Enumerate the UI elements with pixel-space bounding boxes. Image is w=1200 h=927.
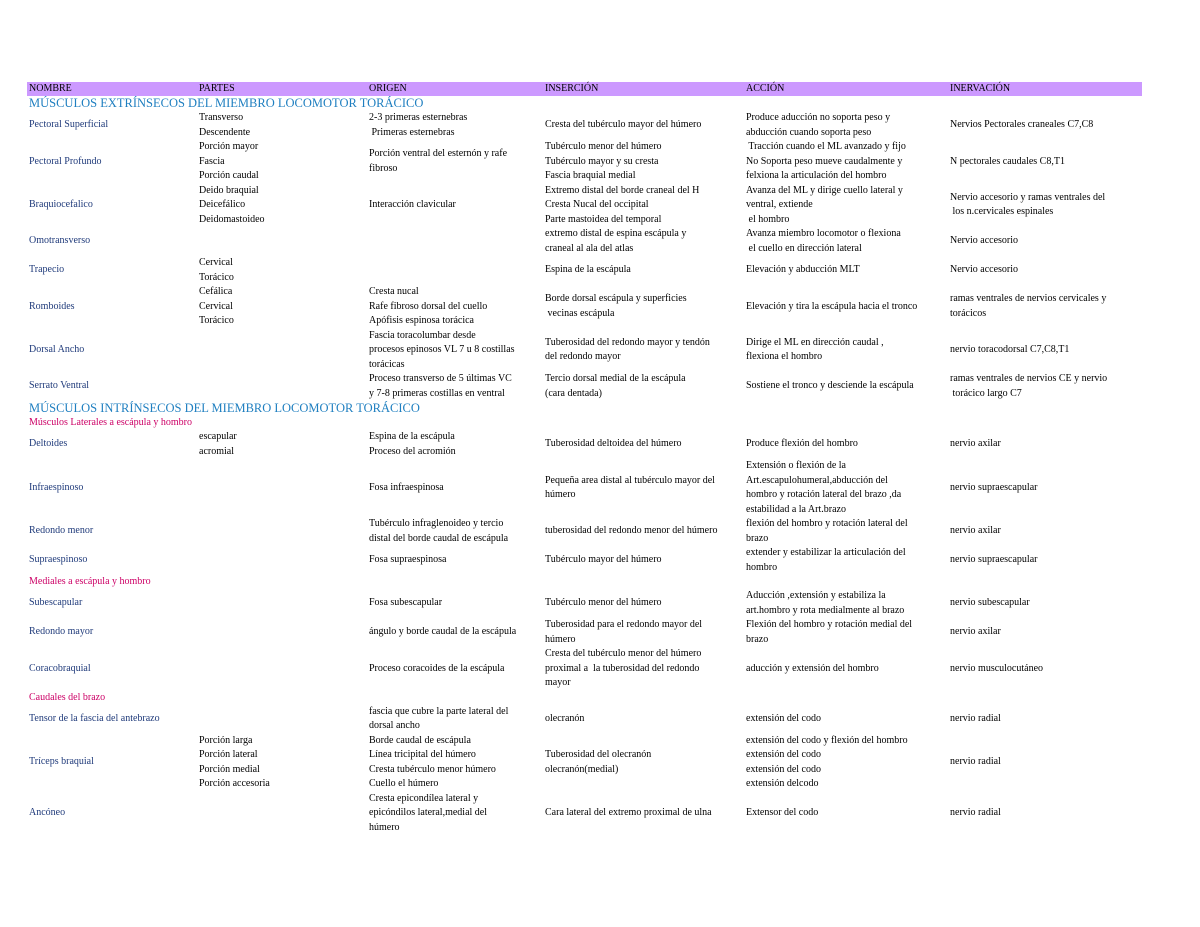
table-body <box>27 96 1142 835</box>
muscle-parts-line: Torácico <box>199 315 234 326</box>
muscle-nerve <box>948 140 1142 184</box>
muscle-insertion-line: Fascia braquial medial <box>545 170 636 181</box>
muscle-origin-line: Cresta nucal <box>369 286 419 297</box>
muscle-action-line: Avanza del ML y dirige cuello lateral y <box>746 184 903 196</box>
muscle-origin-line: fascia que cubre la parte lateral del <box>369 705 509 717</box>
muscle-parts <box>197 256 367 285</box>
muscle-nerve <box>948 589 1142 618</box>
muscle-origin-line: Fosa supraespinosa <box>369 554 447 566</box>
muscle-origin <box>367 256 543 285</box>
muscle-insertion <box>543 140 744 184</box>
muscle-action-line: Elevación y tira la escápula hacia el tronco <box>746 300 918 312</box>
muscle-nerve <box>948 372 1142 401</box>
muscle-nerve-line: ramas ventrales de nervios cervicales y <box>950 293 1107 305</box>
muscle-nerve <box>948 792 1142 836</box>
muscle-nerve <box>948 734 1142 792</box>
muscle-name: Infraespinoso <box>29 481 84 493</box>
muscle-origin <box>367 430 543 459</box>
section-title-row <box>27 96 1142 111</box>
muscle-action-line: el cuello en dirección lateral <box>746 242 862 254</box>
muscle-nerve <box>948 546 1142 575</box>
muscle-action-line: Avanza miembro locomotor o flexiona <box>746 228 901 239</box>
muscle-origin-line: Borde caudal de escápula <box>369 734 471 746</box>
table-row <box>27 256 1142 285</box>
muscle-parts-line: Transverso <box>199 112 244 123</box>
muscle-origin <box>367 140 543 184</box>
muscle-action-line: extensión del codo <box>746 712 821 724</box>
muscle-insertion-line: Cresta del tubérculo menor del húmero <box>545 648 702 659</box>
muscle-parts-line: Deidomastoideo <box>199 213 265 225</box>
table-row <box>27 517 1142 546</box>
muscle-action <box>744 430 948 459</box>
muscle-nerve-line: nervio radial <box>950 712 1001 724</box>
table-row <box>27 705 1142 734</box>
muscle-insertion <box>543 618 744 647</box>
muscle-name: Omotransverso <box>29 235 91 247</box>
subsection-title-row <box>27 691 1142 705</box>
header-row <box>27 82 1142 96</box>
muscle-action <box>744 705 948 734</box>
muscle-insertion <box>543 792 744 836</box>
table-row <box>27 140 1142 184</box>
muscle-origin <box>367 111 543 140</box>
muscle-action-line: flexiona el hombro <box>746 351 823 363</box>
muscle-name: Deltoides <box>29 438 68 450</box>
muscle-origin <box>367 546 543 575</box>
muscle-insertion-line: Tuberosidad para el redondo mayor del <box>545 619 703 630</box>
muscle-insertion-line: húmero <box>545 633 576 645</box>
muscle-parts <box>197 705 367 734</box>
muscle-insertion-line: Extremo distal del borde craneal del H <box>545 184 700 196</box>
muscle-parts-line: Descendente <box>199 126 251 138</box>
section-title-row <box>27 401 1142 416</box>
muscle-action-line: No Soporta peso mueve caudalmente y <box>746 155 903 167</box>
muscle-action <box>744 184 948 228</box>
muscle-insertion <box>543 705 744 734</box>
muscle-action <box>744 792 948 836</box>
muscle-insertion <box>543 285 744 329</box>
table-row <box>27 618 1142 647</box>
muscle-insertion-line: vecinas escápula <box>545 307 615 319</box>
muscle-insertion <box>543 329 744 373</box>
table-row <box>27 546 1142 575</box>
muscle-origin-line: Fosa subescapular <box>369 597 443 609</box>
header-inervacion: INERVACIÓN <box>948 82 1142 96</box>
muscle-origin-line: dorsal ancho <box>369 720 420 731</box>
muscle-parts <box>197 517 367 546</box>
muscle-insertion-line: húmero <box>545 489 576 500</box>
muscle-insertion-line: Tuberosidad deltoidea del húmero <box>545 438 682 450</box>
muscle-action-line: extensión del codo <box>746 763 821 775</box>
muscle-origin <box>367 647 543 691</box>
muscle-origin-line: epicóndilos lateral,medial del <box>369 807 488 818</box>
muscle-parts-line: acromial <box>199 445 234 457</box>
muscle-action <box>744 459 948 517</box>
muscle-insertion-line: Cara lateral del extremo proximal de ulna <box>545 807 712 818</box>
muscle-parts <box>197 459 367 517</box>
muscle-action <box>744 589 948 618</box>
muscle-nerve-line: ramas ventrales de nervios CE y nervio <box>950 373 1108 384</box>
muscle-table <box>27 82 1142 835</box>
muscle-insertion-line: Cresta del tubérculo mayor del húmero <box>545 119 702 131</box>
table-row <box>27 647 1142 691</box>
muscle-insertion-line: Espina de la escápula <box>545 264 631 276</box>
muscle-parts <box>197 647 367 691</box>
muscle-nerve-line: nervio radial <box>950 807 1001 818</box>
muscle-action-line: Dirige el ML en dirección caudal , <box>746 336 884 348</box>
muscle-parts-line: escapular <box>199 431 237 442</box>
table-row <box>27 285 1142 329</box>
muscle-origin <box>367 329 543 373</box>
muscle-action-line: Flexión del hombro y rotación medial del <box>746 619 913 630</box>
muscle-table-sheet <box>27 82 1142 835</box>
muscle-name: Pectoral Profundo <box>29 155 102 167</box>
muscle-insertion <box>543 227 744 256</box>
muscle-insertion-line: Tubérculo mayor del húmero <box>545 554 662 566</box>
muscle-origin-line: fibroso <box>369 162 398 174</box>
muscle-insertion-line: craneal al ala del atlas <box>545 242 634 254</box>
muscle-action <box>744 329 948 373</box>
muscle-name: Redondo menor <box>29 525 94 537</box>
muscle-origin-line: Proceso coracoides de la escápula <box>369 662 505 674</box>
muscle-insertion <box>543 546 744 575</box>
header-nombre: NOMBRE <box>27 82 197 96</box>
muscle-origin <box>367 792 543 836</box>
muscle-origin <box>367 459 543 517</box>
muscle-action-line: Elevación y abducción MLT <box>746 264 860 276</box>
section-title: MÚSCULOS EXTRÍNSECOS DEL MIEMBRO LOCOMOTOR TORÁCICO <box>29 96 424 110</box>
muscle-action <box>744 256 948 285</box>
muscle-origin <box>367 184 543 228</box>
muscle-nerve-line: Nervio accesorio <box>950 264 1019 276</box>
muscle-action <box>744 734 948 792</box>
muscle-action <box>744 285 948 329</box>
muscle-origin <box>367 618 543 647</box>
muscle-parts <box>197 430 367 459</box>
muscle-nerve <box>948 111 1142 140</box>
muscle-name: Braquiocefalico <box>29 199 93 210</box>
muscle-action <box>744 227 948 256</box>
muscle-action-line: flexión del hombro y rotación lateral del <box>746 518 908 529</box>
table-row <box>27 329 1142 373</box>
muscle-action <box>744 111 948 140</box>
muscle-parts <box>197 372 367 401</box>
muscle-action-line: extensión delcodo <box>746 778 819 789</box>
muscle-parts-line: Porción lateral <box>199 749 258 760</box>
muscle-origin <box>367 372 543 401</box>
muscle-nerve-line: N pectorales caudales C8,T1 <box>950 155 1065 167</box>
muscle-origin-line: Porción ventral del esternón y rafe <box>369 148 508 160</box>
muscle-origin-line: Línea tricipital del húmero <box>369 749 476 760</box>
muscle-action-line: extender y estabilizar la articulación del <box>746 547 906 558</box>
muscle-nerve <box>948 705 1142 734</box>
table-row <box>27 792 1142 836</box>
muscle-name: Dorsal Ancho <box>29 344 85 355</box>
header-accion: ACCIÓN <box>744 82 948 96</box>
muscle-parts-line: Porción caudal <box>199 170 259 181</box>
muscle-origin-line: Cresta epicondílea lateral y <box>369 792 479 804</box>
header-partes: PARTES <box>197 82 367 96</box>
muscle-nerve <box>948 459 1142 517</box>
muscle-origin-line: Tubérculo infraglenoideo y tercio <box>369 518 504 529</box>
muscle-origin <box>367 589 543 618</box>
muscle-name: Ancóneo <box>29 807 66 818</box>
muscle-name: Trapecio <box>29 264 65 276</box>
muscle-insertion-line: tuberosidad del redondo menor del húmero <box>545 525 718 537</box>
muscle-parts <box>197 227 367 256</box>
muscle-origin-line: Proceso del acromión <box>369 445 456 457</box>
muscle-nerve-line: nervio toracodorsal C7,C8,T1 <box>950 344 1070 355</box>
table-row <box>27 111 1142 140</box>
muscle-insertion <box>543 430 744 459</box>
table-row <box>27 589 1142 618</box>
muscle-action-line: art.hombro y rota medialmente al brazo <box>746 604 905 616</box>
muscle-action-line: Art.escapulohumeral,abducción del <box>746 474 888 486</box>
muscle-origin-line: Primeras esternebras <box>369 126 455 138</box>
muscle-action-line: Produce aducción no soporta peso y <box>746 112 891 123</box>
muscle-origin-line: distal del borde caudal de escápula <box>369 532 509 544</box>
muscle-insertion-line: Cresta Nucal del occipital <box>545 199 649 210</box>
muscle-parts-line: Deido braquial <box>199 184 259 196</box>
muscle-parts <box>197 140 367 184</box>
muscle-action-line: el hombro <box>746 213 790 225</box>
muscle-insertion <box>543 734 744 792</box>
muscle-action-line: Sostiene el tronco y desciende la escápula <box>746 380 914 392</box>
muscle-nerve <box>948 285 1142 329</box>
subsection-title: Músculos Laterales a escápula y hombro <box>29 417 193 428</box>
muscle-insertion-line: mayor <box>545 677 571 688</box>
muscle-insertion-line: Borde dorsal escápula y superficies <box>545 293 687 305</box>
muscle-nerve-line: nervio axilar <box>950 626 1001 638</box>
muscle-name: Subescapular <box>29 597 83 609</box>
muscle-parts-line: Cefálica <box>199 286 233 297</box>
muscle-insertion-line: proximal a la tuberosidad del redondo <box>545 662 700 674</box>
muscle-name: Redondo mayor <box>29 626 94 638</box>
muscle-origin-line: Proceso transverso de 5 últimas VC <box>369 373 512 384</box>
muscle-parts <box>197 734 367 792</box>
table-row <box>27 430 1142 459</box>
muscle-parts-line: Cervical <box>199 257 233 268</box>
muscle-action-line: aducción y extensión del hombro <box>746 662 879 674</box>
muscle-nerve <box>948 329 1142 373</box>
muscle-insertion <box>543 372 744 401</box>
muscle-nerve-line: nervio axilar <box>950 438 1001 450</box>
section-title: MÚSCULOS INTRÍNSECOS DEL MIEMBRO LOCOMOTOR TORÁCICO <box>29 401 420 415</box>
muscle-parts <box>197 285 367 329</box>
muscle-action-line: hombro y rotación lateral del brazo ,da <box>746 489 902 500</box>
muscle-insertion-line: (cara dentada) <box>545 387 602 399</box>
muscle-name: Coracobraquial <box>29 662 91 674</box>
muscle-origin-line: Espina de la escápula <box>369 431 455 442</box>
muscle-origin-line: y 7-8 primeras costillas en ventral <box>369 387 505 399</box>
subsection-title: Mediales a escápula y hombro <box>29 576 151 587</box>
muscle-parts <box>197 184 367 228</box>
muscle-insertion <box>543 517 744 546</box>
muscle-action <box>744 517 948 546</box>
muscle-origin <box>367 517 543 546</box>
muscle-origin-line: Rafe fibroso dorsal del cuello <box>369 300 488 312</box>
muscle-nerve-line: los n.cervicales espinales <box>950 206 1054 218</box>
muscle-nerve <box>948 647 1142 691</box>
muscle-origin <box>367 285 543 329</box>
muscle-parts-line: Porción larga <box>199 734 253 746</box>
muscle-nerve-line: Nervio accesorio <box>950 235 1019 247</box>
muscle-insertion <box>543 459 744 517</box>
muscle-origin <box>367 227 543 256</box>
muscle-action-line: abducción cuando soporta peso <box>746 126 872 138</box>
muscle-action <box>744 618 948 647</box>
muscle-insertion-line: Parte mastoidea del temporal <box>545 213 662 225</box>
muscle-insertion-line: Tubérculo mayor y su cresta <box>545 155 659 167</box>
muscle-parts-line: Porción accesoria <box>199 778 270 789</box>
muscle-parts-line: Porción mayor <box>199 141 259 152</box>
subsection-title-row <box>27 575 1142 589</box>
muscle-parts <box>197 618 367 647</box>
muscle-action-line: hombro <box>746 561 778 573</box>
muscle-name: Romboides <box>29 300 75 312</box>
muscle-nerve-line: nervio axilar <box>950 525 1001 537</box>
muscle-action <box>744 140 948 184</box>
muscle-nerve-line: nervio radial <box>950 756 1001 768</box>
muscle-origin <box>367 734 543 792</box>
muscle-parts-line: Torácico <box>199 271 234 283</box>
muscle-insertion-line: olecranón <box>545 712 585 724</box>
muscle-origin <box>367 705 543 734</box>
muscle-origin-line: Interacción clavicular <box>369 199 456 210</box>
muscle-nerve-line: nervio supraescapular <box>950 481 1038 493</box>
muscle-insertion-line: Tercio dorsal medial de la escápula <box>545 373 686 384</box>
muscle-action-line: Aducción ,extensión y estabiliza la <box>746 590 886 601</box>
muscle-origin-line: procesos epinosos VL 7 u 8 costillas <box>369 344 515 355</box>
muscle-parts-line: Cervical <box>199 300 233 312</box>
muscle-action-line: brazo <box>746 532 769 544</box>
muscle-parts <box>197 546 367 575</box>
muscle-nerve <box>948 227 1142 256</box>
muscle-action <box>744 372 948 401</box>
muscle-insertion-line: extremo distal de espina escápula y <box>545 228 687 239</box>
table-row <box>27 372 1142 401</box>
muscle-parts <box>197 111 367 140</box>
muscle-parts-line: Fascia <box>199 155 225 167</box>
subsection-title-row <box>27 416 1142 430</box>
muscle-action-line: estabilidad a la Art.brazo <box>746 503 846 515</box>
muscle-name: Supraespinoso <box>29 554 88 566</box>
muscle-parts <box>197 329 367 373</box>
muscle-action-line: Extensión o flexión de la <box>746 460 846 471</box>
muscle-nerve <box>948 618 1142 647</box>
table-row <box>27 459 1142 517</box>
muscle-insertion-line: Tubérculo menor del húmero <box>545 141 662 152</box>
muscle-nerve-line: Nervios Pectorales craneales C7,C8 <box>950 119 1094 131</box>
muscle-name: Tensor de la fascia del antebrazo <box>29 712 160 724</box>
muscle-action-line: Produce flexión del hombro <box>746 438 858 450</box>
muscle-action-line: brazo <box>746 633 769 645</box>
header-origen: ORIGEN <box>367 82 543 96</box>
muscle-action <box>744 546 948 575</box>
muscle-insertion <box>543 589 744 618</box>
muscle-action-line: Extensor del codo <box>746 807 819 818</box>
muscle-parts-line: Deicefálico <box>199 199 246 210</box>
muscle-parts-line: Porción medial <box>199 763 260 775</box>
table-row <box>27 227 1142 256</box>
muscle-nerve-line: nervio supraescapular <box>950 554 1038 566</box>
muscle-origin-line: Fosa infraespinosa <box>369 481 444 493</box>
muscle-insertion <box>543 647 744 691</box>
muscle-nerve <box>948 184 1142 228</box>
muscle-insertion-line: Tuberosidad del redondo mayor y tendón <box>545 336 710 348</box>
table-row <box>27 734 1142 792</box>
muscle-origin-line: 2-3 primeras esternebras <box>369 112 468 123</box>
muscle-origin-line: Cuello el húmero <box>369 778 439 789</box>
muscle-action-line: extensión del codo y flexión del hombro <box>746 734 908 746</box>
muscle-origin-line: ángulo y borde caudal de la escápula <box>369 626 517 638</box>
table-row <box>27 184 1142 228</box>
muscle-origin-line: Cresta tubérculo menor húmero <box>369 763 496 775</box>
muscle-parts <box>197 792 367 836</box>
muscle-insertion <box>543 184 744 228</box>
muscle-action-line: Tracción cuando el ML avanzado y fijo <box>746 141 906 152</box>
muscle-insertion-line: del redondo mayor <box>545 351 621 363</box>
muscle-insertion-line: Tuberosidad del olecranón <box>545 749 652 760</box>
muscle-name: Serrato Ventral <box>29 380 90 392</box>
muscle-origin-line: torácicas <box>369 358 405 370</box>
muscle-insertion <box>543 111 744 140</box>
muscle-origin-line: Apófisis espinosa torácica <box>369 315 474 326</box>
muscle-insertion-line: olecranón(medial) <box>545 763 619 775</box>
muscle-nerve-line: nervio subescapular <box>950 597 1030 609</box>
muscle-nerve-line: torácicos <box>950 307 987 319</box>
muscle-insertion <box>543 256 744 285</box>
muscle-action <box>744 647 948 691</box>
muscle-nerve <box>948 517 1142 546</box>
muscle-nerve <box>948 430 1142 459</box>
muscle-name: Tríceps braquial <box>29 756 94 768</box>
muscle-insertion-line: Pequeña area distal al tubérculo mayor del <box>545 474 715 486</box>
muscle-action-line: ventral, extiende <box>746 199 813 210</box>
muscle-nerve-line: Nervio accesorio y ramas ventrales del <box>950 191 1106 203</box>
muscle-origin-line: Fascia toracolumbar desde <box>369 329 476 341</box>
muscle-nerve <box>948 256 1142 285</box>
header-insercion: INSERCIÓN <box>543 82 744 96</box>
muscle-insertion-line: Tubérculo menor del húmero <box>545 597 662 609</box>
muscle-action-line: felxiona la articulación del hombro <box>746 170 887 181</box>
muscle-action-line: extensión del codo <box>746 749 821 760</box>
muscle-nerve-line: torácico largo C7 <box>950 387 1022 399</box>
muscle-parts <box>197 589 367 618</box>
muscle-origin-line: húmero <box>369 821 400 833</box>
subsection-title: Caudales del brazo <box>29 691 106 703</box>
muscle-nerve-line: nervio musculocutáneo <box>950 662 1044 674</box>
muscle-name: Pectoral Superficial <box>29 119 109 131</box>
